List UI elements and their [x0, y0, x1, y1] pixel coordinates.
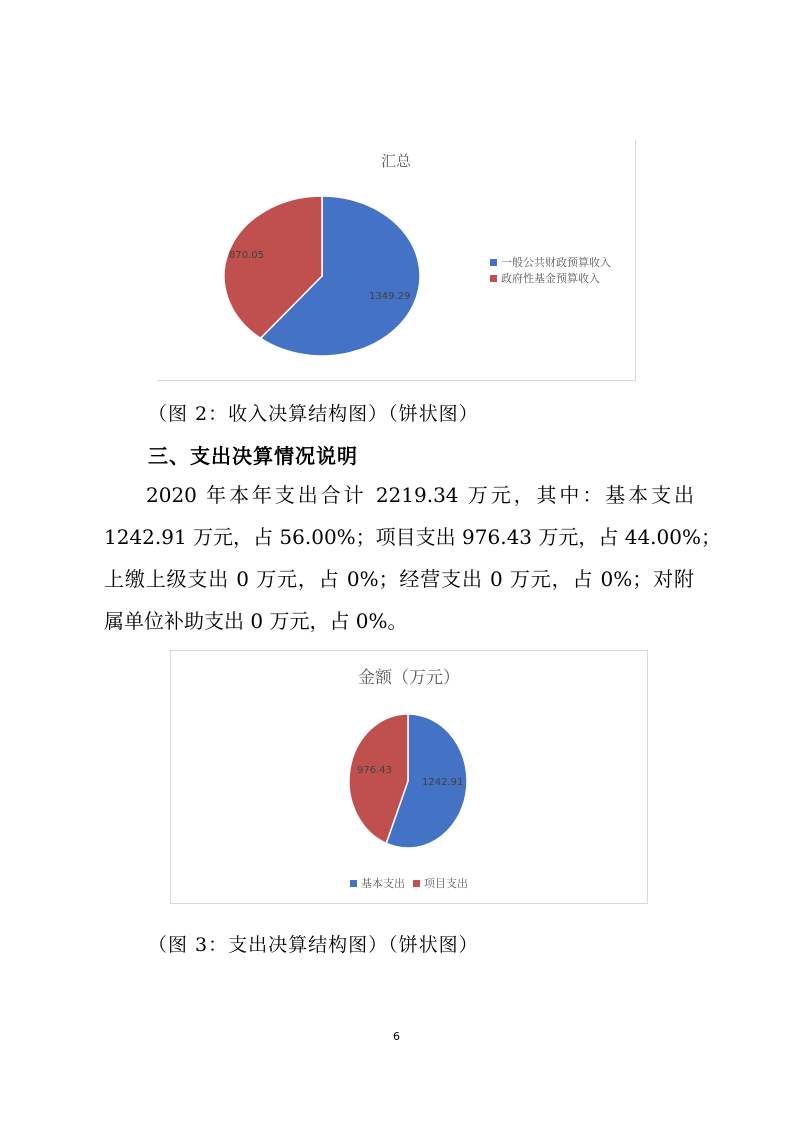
expenditure-paragraph — [104, 474, 721, 642]
legend-label: 一般公共财政预算收入 — [501, 256, 611, 269]
legend-item-basic-expenditure — [350, 875, 405, 891]
chart-title: 汇总 — [380, 152, 411, 170]
pie-data-label: 870.05 — [229, 250, 264, 261]
legend-label: 政府性基金预算收入 — [501, 272, 600, 285]
legend-swatch-icon — [350, 880, 357, 887]
pie-data-label: 976.43 — [357, 765, 392, 776]
legend-item-project-expenditure — [413, 875, 468, 891]
page-number: 6 — [393, 1030, 400, 1043]
pie-data-label: 1349.29 — [369, 291, 411, 302]
paragraph-line: 上缴上级支出 0 万元，占 0%；经营支出 0 万元，占 0%；对附 — [104, 567, 694, 591]
figure-caption-3: （图 3：支出决算结构图）（饼状图） — [148, 934, 479, 956]
expenditure-pie-svg — [171, 651, 647, 903]
chart-legend — [490, 254, 611, 286]
chart-title: 金额（万元） — [358, 668, 460, 688]
income-pie-chart — [157, 140, 636, 381]
legend-label: 基本支出 — [361, 877, 405, 890]
figure-caption-2: （图 2：收入决算结构图）（饼状图） — [148, 403, 479, 425]
legend-label: 项目支出 — [424, 877, 468, 890]
chart-legend — [171, 875, 647, 891]
legend-swatch-icon — [490, 259, 497, 266]
legend-item-general-budget — [490, 254, 611, 270]
expenditure-pie-chart — [170, 650, 648, 904]
legend-swatch-icon — [490, 275, 497, 282]
pie-data-label: 1242.91 — [422, 777, 464, 788]
paragraph-line: 2020 年本年支出合计 2219.34 万元，其中：基本支出 — [146, 483, 694, 507]
paragraph-line: 属单位补助支出 0 万元，占 0%。 — [104, 609, 408, 633]
paragraph-line: 1242.91 万元，占 56.00%；项目支出 976.43 万元，占 44.00%； — [104, 525, 721, 549]
legend-item-fund-budget — [490, 270, 611, 286]
legend-swatch-icon — [413, 880, 420, 887]
section-heading: 三、支出决算情况说明 — [148, 444, 358, 468]
